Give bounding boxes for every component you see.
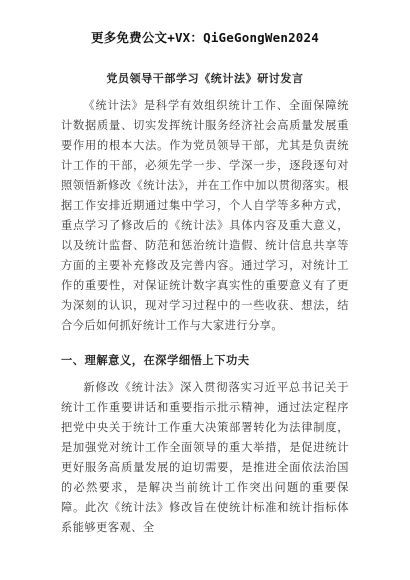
document-title: 党员领导干部学习《统计法》研讨发言 — [106, 72, 304, 85]
body-paragraph-intro: 《统计法》是科学有效组织统计工作、全面保障统计数据质量、切实发挥统计服务经济社会高质量发展重要作用的根本大法。作为党员领导干部，尤其是负责统计工作的干部，必须先学一步、学深一步，逐段逐句对照领悟新修改《统计法》，并在工作中加以贯彻落实。根据工作安排近期通过集中学习，个人自学等多种方式，重点学习了修改后的《统计法》具体内容及重大意义，以及统计监督、防范和惩治统计造假、统计信息共享等方面的主要补充修改及完善内容。通过学习，对统计工作的重要性，对保证统计数字真实性的重要意义有了更为深刻的认识，现对学习过程中的一些收获、想法，结合今后如何抓好统计工作与大家进行分享。 — [61, 99, 349, 332]
watermark-header: 更多免费公文+VX：QiGeGongWen2024 — [91, 30, 319, 45]
body-paragraph-section-one: 新修改《统计法》深入贯彻落实习近平总书记关于统计工作重要讲话和重要指示批示精神，通过法定程序把党中央关于统计工作重大决策部署转化为法律制度，是加强党对统计工作全面领导的重大举措，是促进统计更好服务高质量发展的迫切需要，是推进全面依法治国的必然要求，是解决当前统计工作突出问题的重要保障。此次《统计法》修改旨在使统计标准和统计指标体系能够更客观、全 — [61, 381, 349, 534]
section-heading: 一、理解意义，在深学细悟上下功夫 — [61, 354, 250, 367]
